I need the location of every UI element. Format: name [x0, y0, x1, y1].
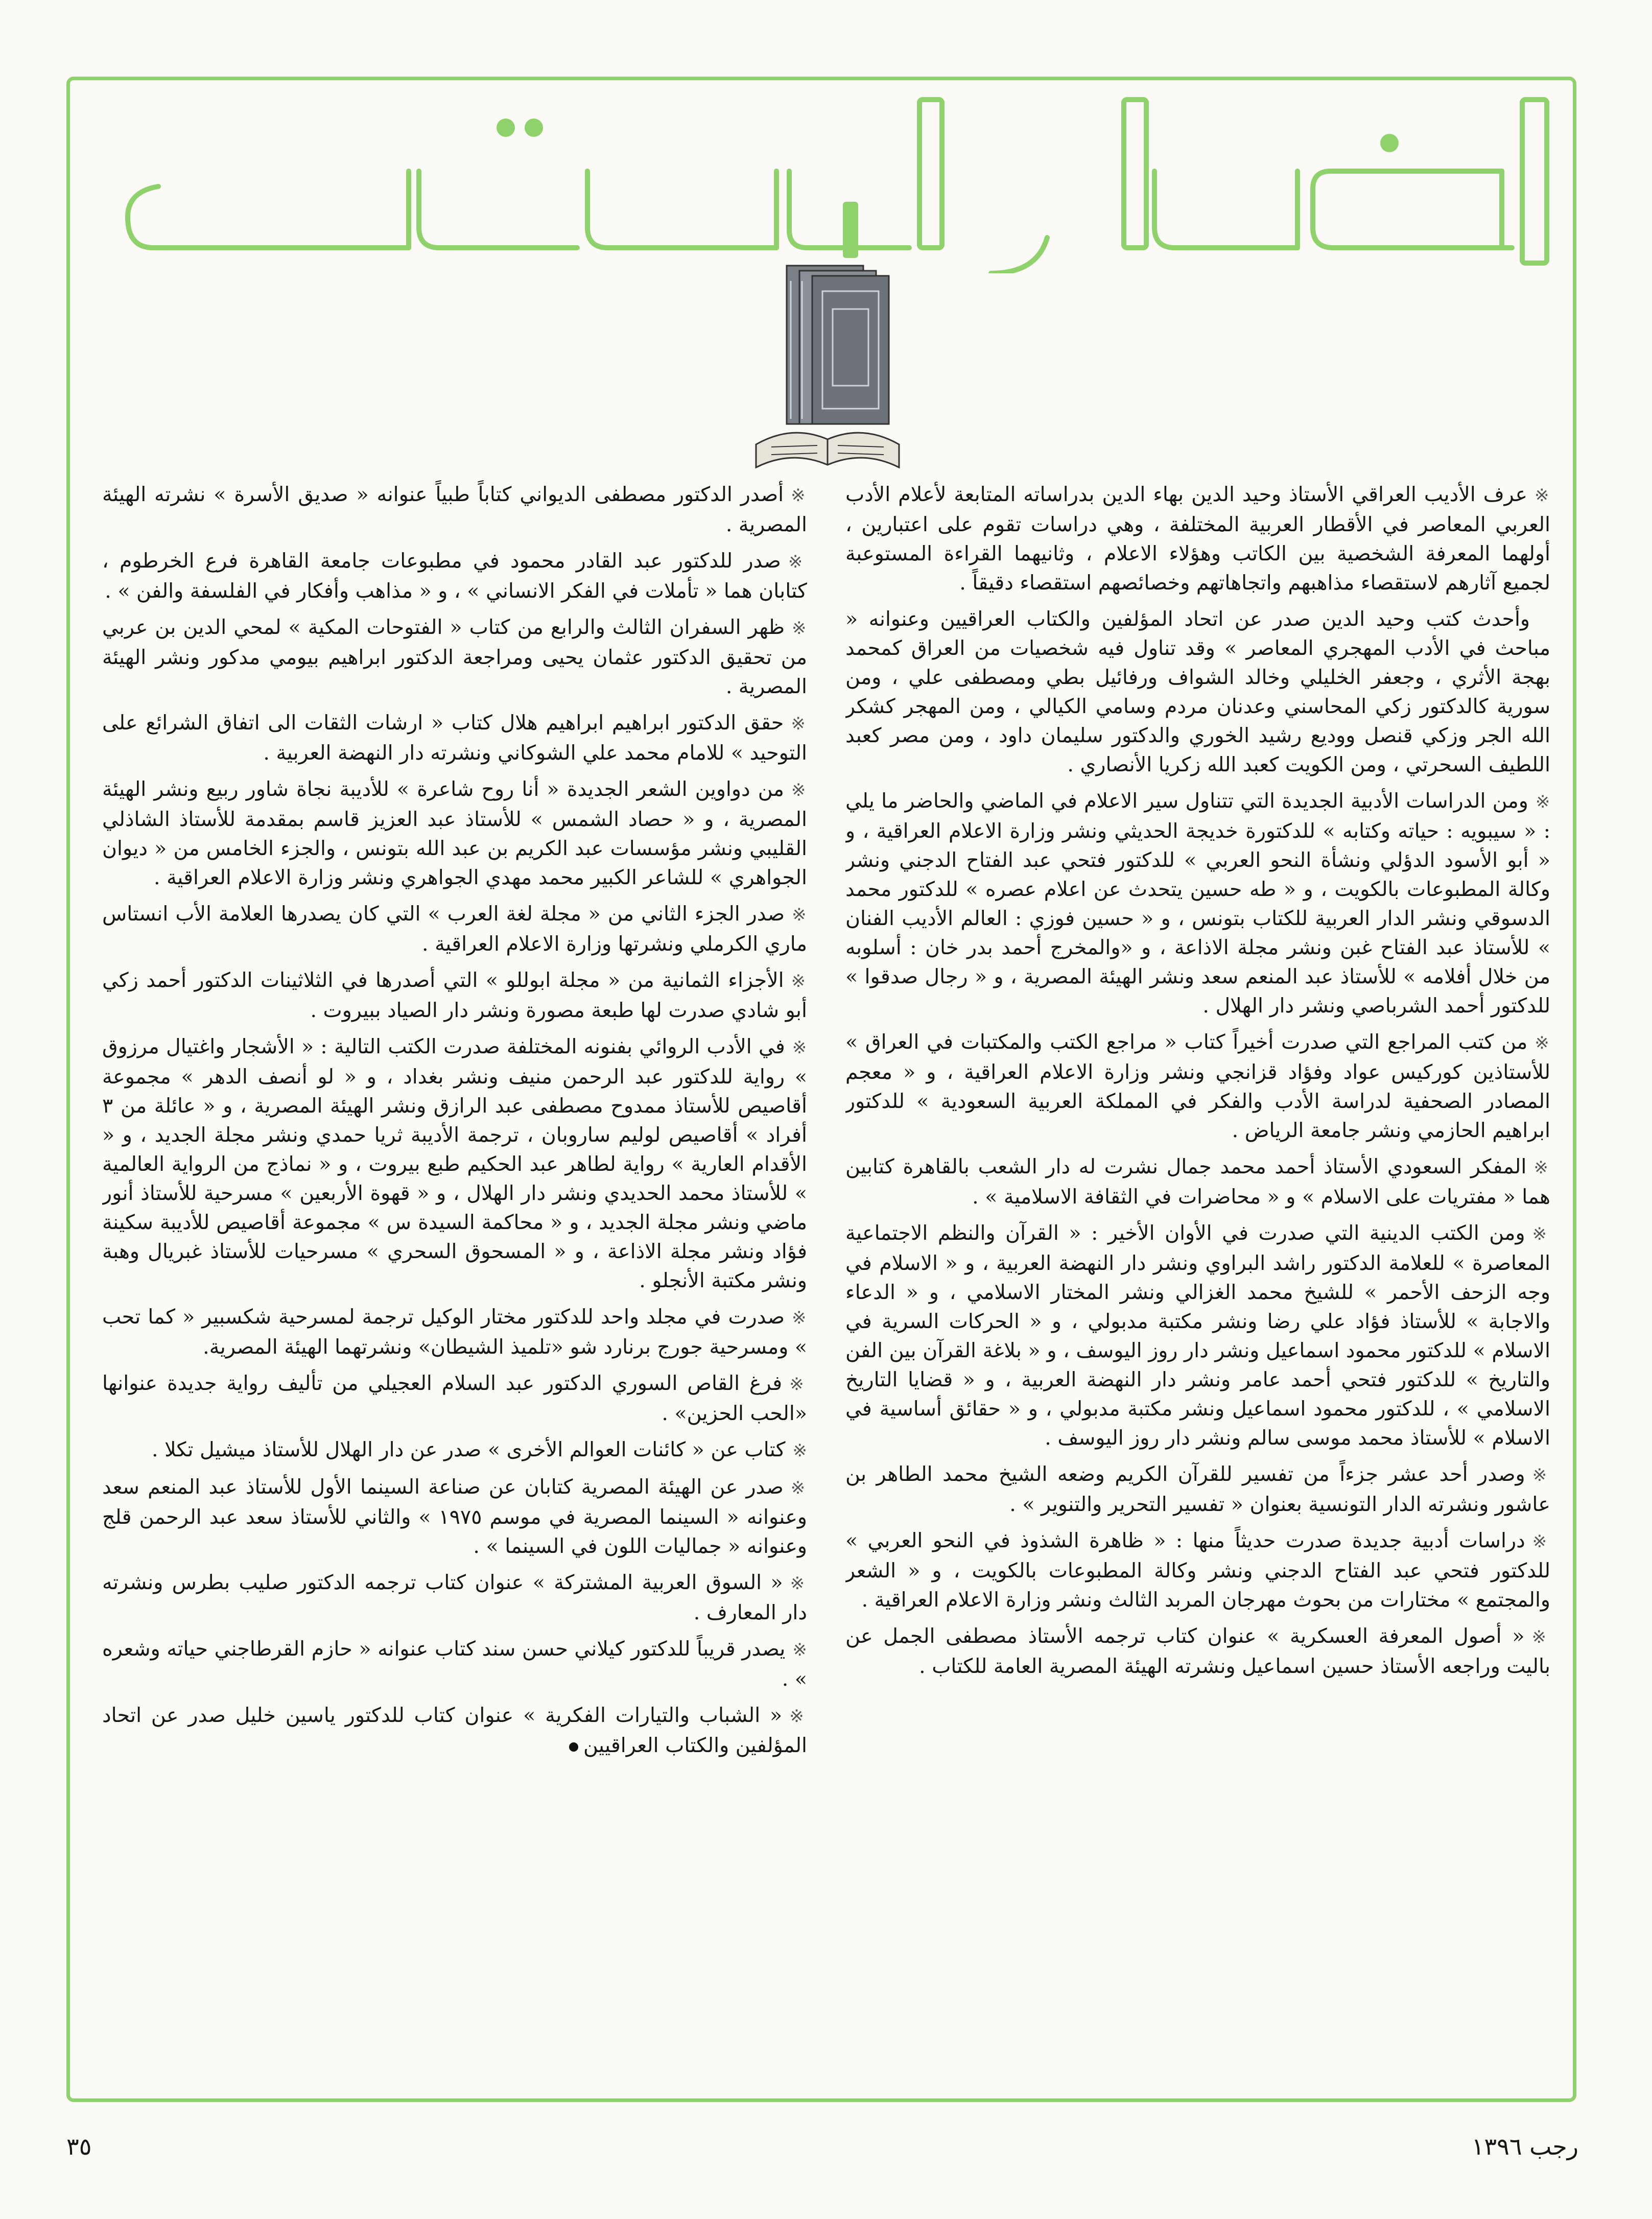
news-item-text: يصدر قريباً للدكتور كيلاني حسن سند كتاب عنوانه « حازم القرطاجني حياته وشعره » . [102, 1637, 807, 1691]
page-number: ٣٥ [66, 2133, 92, 2160]
end-mark-icon [569, 1742, 578, 1752]
news-item [102, 1435, 807, 1466]
bullet-star-icon: ※ [790, 1573, 807, 1594]
bullet-star-icon: ※ [791, 780, 807, 800]
bullet-star-icon: ※ [789, 1374, 807, 1395]
page-footer [66, 2133, 1578, 2168]
bullet-star-icon: ※ [788, 552, 807, 572]
news-item [845, 1028, 1550, 1145]
news-item-text: حقق الدكتور ابراهيم ابراهيم هلال كتاب « ارشات الثقات الى اتفاق الشرائع على التوحيد » للامام محمد علي الشوكاني ونشرته دار النهضة العربية . [102, 711, 807, 765]
news-item [102, 709, 807, 768]
news-item [845, 1460, 1550, 1519]
bullet-star-icon: ※ [792, 1640, 807, 1660]
news-item [845, 480, 1550, 598]
news-item-text: الأجزاء الثمانية من « مجلة ابوللو » التي أصدرها في الثلاثينات الدكتور أحمد زكي أبو شادي صدرت لها طبعة مصورة ونشر دار الصياد ببيروت . [102, 969, 807, 1022]
news-item-text: صدرت في مجلد واحد للدكتور مختار الوكيل ترجمة لمسرحية شكسبير « كما تحب » ومسرحية جورج برنارد شو «تلميذ الشيطان» ونشرتهما الهيئة المصرية. [102, 1305, 807, 1359]
news-item-text: دراسات أدبية جديدة صدرت حديثاً منها : « ظاهرة الشذوذ في النحو العربي » للدكتور فتحي عبد الفتاح الدجني ونشر وكالة المطبوعات بالكويت ، و « الشعر والمجتمع » مختارات من بحوث مهرجان المربد الثالث ونشر وزارة الاعلام العراقية . [845, 1529, 1550, 1612]
bullet-star-icon: ※ [791, 714, 807, 734]
news-item-text: المفكر السعودي الأستاذ أحمد محمد جمال نشرت له دار الشعب بالقاهرة كتابين هما « مفتريات على الاسلام » و « محاضرات في الثقافة الاسلامية » . [845, 1155, 1550, 1209]
news-item-text: ظهر السفران الثالث والرابع من كتاب « الفتوحات المكية » لمحي الدين بن عربي من تحقيق الدكتور عثمان يحيى ومراجعة الدكتور ابراهيم بيومي مدكور ونشر الهيئة المصرية . [102, 616, 807, 698]
news-item [845, 787, 1550, 1021]
news-item [102, 1369, 807, 1428]
bullet-star-icon: ※ [1532, 1531, 1550, 1552]
news-item-text: كتاب عن « كائنات العوالم الأخرى » صدر عن دار الهلال للأستاذ ميشيل تكلا . [151, 1438, 786, 1461]
news-item [102, 1473, 807, 1561]
news-item [102, 1303, 807, 1362]
news-item [102, 547, 807, 606]
news-item [102, 1635, 807, 1694]
bullet-star-icon: ※ [791, 485, 807, 506]
news-item-text: صدر للدكتور عبد القادر محمود في مطبوعات جامعة القاهرة فرع الخرطوم ، كتابان هما « تأملات في الفكر الانساني » ، و « مذاهب وأفكار في الفلسفة والفن » . [102, 549, 807, 603]
bullet-star-icon: ※ [1535, 1033, 1550, 1053]
bullet-star-icon: ※ [790, 1478, 807, 1498]
news-item-text: « السوق العربية المشتركة » عنوان كتاب ترجمه الدكتور صليب بطرس ونشرته دار المعارف . [102, 1571, 807, 1624]
news-item [102, 1568, 807, 1627]
article-column-right [845, 480, 1550, 2069]
bullet-star-icon: ※ [1531, 1627, 1550, 1647]
news-item-text: ومن الدراسات الأدبية الجديدة التي تتناول سير الاعلام في الماضي والحاضر ما يلي : « سيبويه : حياته وكتابه » للدكتورة خديجة الحديثي ونشر وزارة الاعلام العراقية ، و « أبو الأسود الدؤلي ونشأة النحو العربي » للدكتور فتحي عبد الفتاح الدجني ونشر وكالة المطبوعات بالكويت ، و « طه حسين يتحدث عن اعلام عصره » للدكتور محمد الدسوقي ونشر الدار العربية للكتاب بتونس ، و « حسين فوزي : العالم الأديب الفنان » للأستاذ عبد الفتاح غبن ونشر مجلة الاذاعة ، و «والمخرج أحمد بدر خان : أسلوبه من خلال أفلامه » للأستاذ عبد المنعم سعد ونشر الهيئة المصرية ، و « رجال صدقوا » للدكتور أحمد الشرباصي ونشر دار الهلال . [845, 789, 1550, 1018]
bullet-star-icon: ※ [792, 1037, 807, 1058]
news-item [102, 1701, 807, 1760]
news-item-text: وصدر أحد عشر جزءاً من تفسير للقرآن الكريم وضعه الشيخ محمد الطاهر بن عاشور ونشرته الدار التونسية بعنوان « تفسير التحرير والتنوير » . [845, 1462, 1550, 1516]
news-item [845, 1152, 1550, 1212]
bullet-star-icon: ※ [792, 618, 807, 639]
news-item [102, 966, 807, 1025]
news-item [845, 1526, 1550, 1615]
news-item-text: من دواوين الشعر الجديدة « أنا روح شاعرة » للأديبة نجاة شاور ربيع ونشر الهيئة المصرية ، و « حصاد الشمس » للأستاذ عبد العزيز قاسم بمقدمة للأستاذ الشاذلي القليبي ونشر مؤسسات عبد الكريم بن عبد الله بتونس ، والجزء الخامس من « ديوان الجواهري » للشاعر الكبير محمد مهدي الجواهري ونشر وزارة الاعلام العراقية . [102, 777, 807, 889]
article-column-left [102, 480, 807, 2069]
bullet-star-icon: ※ [1535, 792, 1550, 812]
news-item [102, 613, 807, 701]
news-item [845, 1622, 1550, 1681]
news-item [102, 1032, 807, 1295]
news-item-text: وأحدث كتب وحيد الدين صدر عن اتحاد المؤلفين والكتاب العراقيين وعنوانه « مباحث في الأدب المهجري المعاصر » وقد تناول فيه شخصيات من العراق كمحمد بهجة الأثري ، وجعفر الخليلي وخالد الشواف ورفائيل بطي ومصطفى علي ، ومن سورية كالدكتور زكي المحاسني وعدنان مردم وسامي الكيالي ، ومن المهجر كشكر الله الجر وزكي قنصل ووديع رشيد الخوري والدكتور سليمان داود ، ومن مصر كعبد اللطيف السحرتي ، ومن الكويت كعبد الله زكريا الأنصاري . [845, 607, 1550, 776]
news-item-text: « أصول المعرفة العسكرية » عنوان كتاب ترجمه الأستاذ مصطفى الجمل عن باليت وراجعه الأستاذ حسين اسماعيل ونشرته الهيئة المصرية العامة للكتاب . [845, 1624, 1550, 1678]
bullet-star-icon: ※ [1533, 1158, 1550, 1178]
news-item [845, 1219, 1550, 1453]
bullet-star-icon: ※ [789, 1706, 807, 1727]
issue-date: رجب ١٣٩٦ [1471, 2133, 1578, 2160]
news-item [845, 605, 1550, 780]
bullet-star-icon: ※ [1532, 1465, 1550, 1485]
news-item-text: عرف الأديب العراقي الأستاذ وحيد الدين بهاء الدين بدراساته المتابعة لأعلام الأدب العربي المعاصر في الأقطار العربية المختلفة ، وهي دراسات تقوم على اعتبارين ، أولهما المعرفة الشخصية بين الكاتب وهؤلاء الاعلام ، وثانيهما القراءة المستوعبة لجميع آثارهم لاستقصاء مذاهبهم واتجاهاتهم وخصائصهم استقصاء دقيقاً . [845, 483, 1550, 595]
masthead-title-graphic [77, 79, 1563, 273]
news-item [102, 480, 807, 539]
news-item-text: ومن الكتب الدينية التي صدرت في الأوان الأخير : « القرآن والنظم الاجتماعية المعاصرة » للعلامة الدكتور راشد البراوي ونشر دار النهضة العربية ، و « الاسلام في وجه الزحف الأحمر » للشيخ محمد الغزالي ونشر المختار الاسلامي ، و « الدعاء والاجابة » للأستاذ فؤاد علي رضا ونشر مكتبة مدبولي ، و « الحركات السرية في الاسلام » للدكتور محمود اسماعيل ونشر دار روز اليوسف ، و « بلاغة القرآن بين الفن والتاريخ » للدكتور فتحي أحمد عامر ونشر دار النهضة العربية ، و « قضايا التاريخ الاسلامي » ، للدكتور محمود اسماعيل ونشر مكتبة مدبولي ، و « حقائق أساسية في الاسلام » للأستاذ محمد موسى سالم ونشر دار روز اليوسف . [845, 1221, 1550, 1450]
news-item-text: فرغ القاص السوري الدكتور عبد السلام العجيلي من تأليف رواية جديدة عنوانها «الحب الحزين» . [102, 1372, 807, 1425]
news-item-text: من كتب المراجع التي صدرت أخيراً كتاب « مراجع الكتب والمكتبات في العراق » للأستاذين كوركيس عواد وفؤاد قزانجي ونشر وزارة الاعلام العراقية ، و « معجم المصادر الصحفية لدراسة الأدب والفكر في المملكة العربية السعودية » للدكتور ابراهيم الحازمي ونشر جامعة الرياض . [845, 1030, 1550, 1142]
bullet-star-icon: ※ [792, 1441, 807, 1461]
news-item-text: صدر عن الهيئة المصرية كتابان عن صناعة السينما الأول للأستاذ عبد المنعم سعد وعنوانه « السينما المصرية في موسم ١٩٧٥ » والثاني للأستاذ سعد عبد الرحمن قلج وعنوانه « جماليات اللون في السينما » . [102, 1475, 807, 1558]
news-item [102, 900, 807, 959]
bullet-star-icon: ※ [792, 1308, 807, 1328]
news-item-text: أصدر الدكتور مصطفى الديواني كتاباً طبياً عنوانه « صديق الأسرة » نشرته الهيئة المصرية . [102, 483, 807, 536]
bullet-star-icon: ※ [1535, 485, 1550, 506]
news-item-text: صدر الجزء الثاني من « مجلة لغة العرب » التي كان يصدرها العلامة الأب انستاس ماري الكرملي ونشرتها وزارة الاعلام العراقية . [102, 902, 807, 956]
book-stack-icon [751, 261, 904, 475]
news-item-text: في الأدب الروائي بفنونه المختلفة صدرت الكتب التالية : « الأشجار واغتيال مرزوق » رواية للدكتور عبد الرحمن منيف ونشر بغداد ، و « لو أنصف الدهر » مجموعة أقاصيص للأستاذ ممدوح مصطفى عبد الرازق ونشر الهيئة المصرية ، و « عائلة من ٣ أفراد » أقاصيص لوليم ساروبان ، ترجمة الأديبة ثريا حمدي ونشر مجلة الجديد ، و « الأقدام العارية » رواية لطاهر عبد الحكيم طبع بيروت ، و « نماذج من الرواية العالمية » للأستاذ محمد الحديدي ونشر دار الهلال ، و « قهوة الأربعين » مسرحية للأستاذ أنور ماضي ونشر مجلة الجديد ، و « محاكمة السيدة س » مجموعة أقاصيص للأديبة سكينة فؤاد ونشر مجلة الاذاعة ، و « المسحوق السحري » مسرحيات للأستاذ غبريال وهبة ونشر مكتبة الأنجلو . [102, 1035, 807, 1292]
bullet-star-icon: ※ [791, 971, 807, 992]
bullet-star-icon: ※ [1532, 1224, 1550, 1244]
bullet-star-icon: ※ [792, 905, 807, 925]
news-item [102, 775, 807, 892]
news-item-text: « الشباب والتيارات الفكرية » عنوان كتاب للدكتور ياسين خليل صدر عن اتحاد المؤلفين والكتاب العراقيين [102, 1704, 807, 1757]
